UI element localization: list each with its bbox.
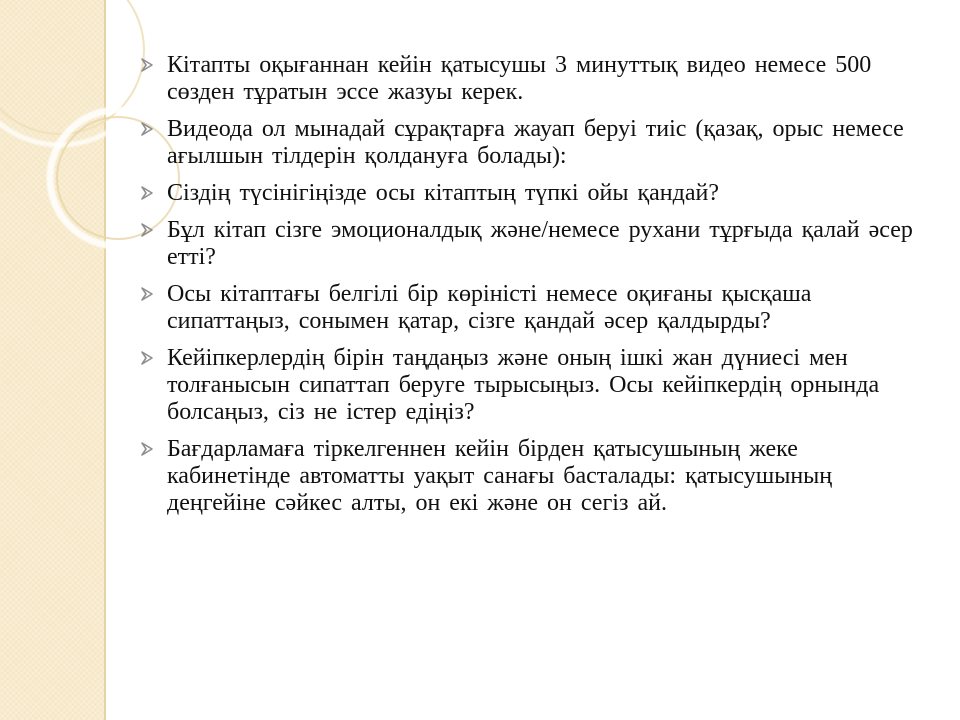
list-item [140, 180, 930, 207]
arrow-bullet-icon [140, 441, 154, 457]
list-item [140, 281, 930, 335]
arrow-bullet-icon [140, 350, 154, 366]
arrow-bullet-icon [140, 185, 154, 201]
arrow-bullet-icon [140, 222, 154, 238]
bullet-text: Осы кітаптағы белгілі бір көріністі немесе оқиғаны қысқаша сипаттаңыз, сонымен қатар, сізге қандай әсер қалдырды? [167, 281, 812, 334]
bullet-text: Кейіпкерлердің бірін таңдаңыз және оның ішкі жан дүниесі мен толғанысын сипаттап беруге тырысыңыз. Осы кейіпкердің орнында болсаңыз, сіз не істер едіңіз? [167, 345, 880, 425]
list-item [140, 116, 930, 170]
bullet-text: Кітапты оқығаннан кейін қатысушы 3 минуттық видео немесе 500 сөзден тұратын эссе жазуы керек. [167, 52, 872, 105]
bullet-text: Сіздің түсінігіңізде осы кітаптың түпкі ойы қандай? [167, 180, 719, 206]
arrow-bullet-icon [140, 286, 154, 302]
large-ring-inner [0, 0, 144, 134]
list-item [140, 436, 930, 517]
arrow-bullet-icon [140, 57, 154, 73]
bullet-text: Видеода ол мынадай сұрақтарға жауап беруі тиіс (қазақ, орыс немесе ағылшын тілдерін қолдануға болады): [167, 116, 904, 169]
bullet-text: Бағдарламаға тіркелгеннен кейін бірден қатысушының жеке кабинетінде автоматты уақыт санағы басталады: қатысушының деңгейіне сәйкес алты, он екі және он сегіз ай. [167, 436, 833, 516]
list-item [140, 345, 930, 426]
list-item [140, 217, 930, 271]
bullet-text: Бұл кітап сізге эмоционалдық және/немесе рухани тұрғыда қалай әсер етті? [167, 217, 913, 270]
arrow-bullet-icon [140, 121, 154, 137]
slide-content [140, 52, 930, 527]
bullet-list [140, 52, 930, 517]
list-item [140, 52, 930, 106]
